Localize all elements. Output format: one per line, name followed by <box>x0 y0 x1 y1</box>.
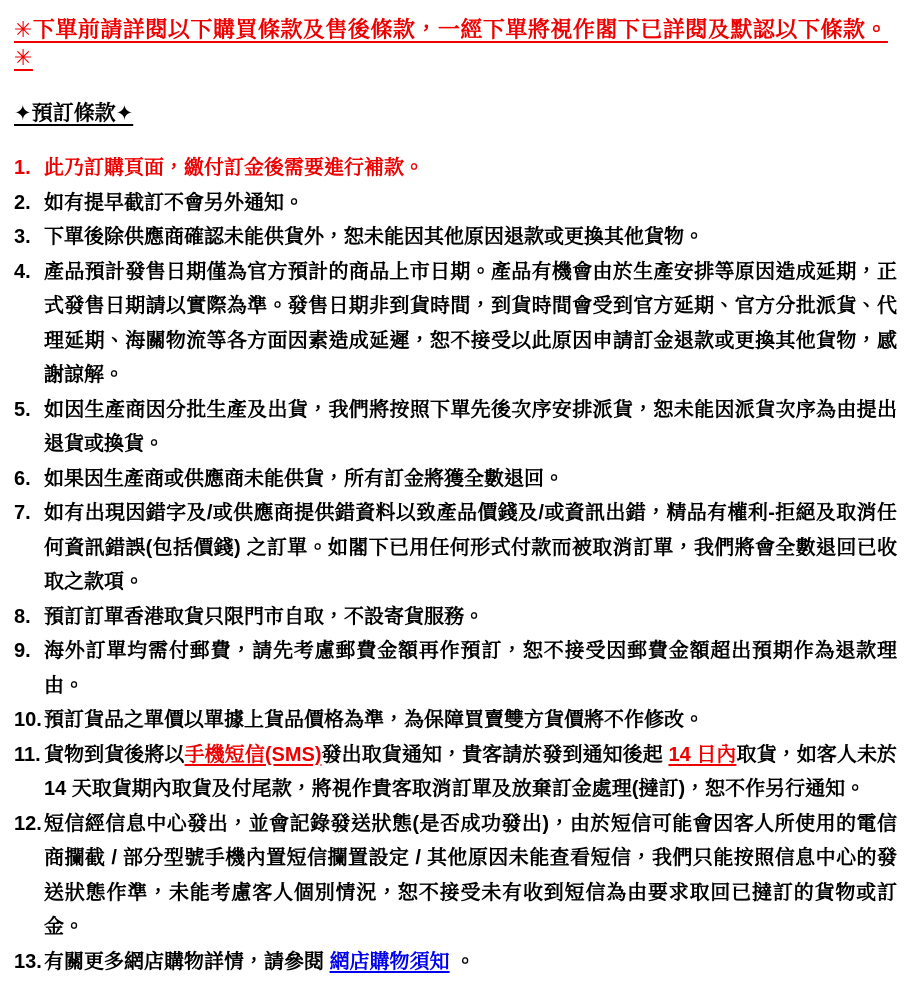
text-segment: 發出取貨通知，貴客請於發到通知後起 <box>321 743 669 766</box>
highlighted-text: 手機短信(SMS) <box>184 743 322 766</box>
term-number: 2. <box>14 191 31 214</box>
term-item-7 <box>10 496 897 600</box>
term-text <box>44 261 897 387</box>
term-item-6 <box>10 462 897 497</box>
term-item-11 <box>10 738 897 807</box>
term-text <box>44 157 424 179</box>
text-segment: 此乃訂購頁面，繳付訂金後需要進行補款。 <box>44 157 424 179</box>
term-item-12 <box>10 807 897 945</box>
term-text <box>44 709 704 731</box>
term-item-8 <box>10 600 897 635</box>
term-text <box>44 468 564 490</box>
term-number: 9. <box>14 640 31 662</box>
text-segment: 有關更多網店購物詳情，請參閱 <box>44 950 330 973</box>
term-text <box>44 226 704 248</box>
term-number: 8. <box>14 605 31 628</box>
preorder-terms-section-title: ✦預訂條款✦ <box>14 102 134 125</box>
term-number: 6. <box>14 467 31 490</box>
text-segment: 預訂貨品之單價以單據上貨品價格為準，為保障買賣雙方貨價將不作修改。 <box>44 709 704 731</box>
term-item-4 <box>10 255 897 393</box>
term-item-3 <box>10 220 897 255</box>
term-item-2 <box>10 186 897 221</box>
term-number: 10. <box>14 709 42 731</box>
term-number: 12. <box>14 812 42 835</box>
term-item-13 <box>10 945 897 980</box>
term-text <box>44 192 304 214</box>
term-text <box>44 951 475 973</box>
term-text <box>44 640 897 697</box>
text-segment: 取貨，如客人未於 14 天取貨期內取貨及付尾款，將視作貴客取消訂單及放棄訂金處理(撻訂)，恕不作另行通知。 <box>44 743 898 800</box>
term-number: 7. <box>14 502 31 524</box>
term-text <box>44 744 897 801</box>
term-number: 11. <box>14 743 41 766</box>
top-warning-notice: ✳下單前請詳閱以下購買條款及售後條款，一經下單將視作閣下已詳閱及默認以下條款。✳ <box>14 17 888 70</box>
term-item-9 <box>10 634 897 703</box>
text-segment: 下單後除供應商確認未能供貨外，恕未能因其他原因退款或更換其他貨物。 <box>44 226 704 248</box>
text-segment: 預訂訂單香港取貨只限門市自取，不設寄貨服務。 <box>44 605 484 628</box>
term-number: 3. <box>14 226 31 248</box>
term-text <box>44 606 484 628</box>
store-shopping-notice-link[interactable]: 網店購物須知 <box>329 950 450 973</box>
text-segment: 如有提早截訂不會另外通知。 <box>44 191 304 214</box>
terms-list <box>10 151 897 979</box>
text-segment: 如因生產商因分批生產及出貨，我們將按照下單先後次序安排派貨，恕未能因派貨次序為由提出退貨或換貨。 <box>44 398 897 455</box>
term-text <box>44 502 897 593</box>
term-text <box>44 399 897 456</box>
text-segment: 產品預計發售日期僅為官方預計的商品上市日期。產品有機會由於生產安排等原因造成延期，正式發售日期請以實際為準。發售日期非到貨時間，到貨時間會受到官方延期、官方分批派貨、代理延期、海關物流等各方面因素造成延遲，恕不接受以此原因申請訂金退款或更換其他貨物，感謝諒解。 <box>44 260 897 386</box>
term-number: 1. <box>14 157 31 179</box>
term-item-5 <box>10 393 897 462</box>
term-text <box>44 813 897 939</box>
text-segment: 貨物到貨後將以 <box>44 743 185 766</box>
term-item-10 <box>10 703 897 738</box>
term-number: 5. <box>14 398 31 421</box>
text-segment: 如有出現因錯字及/或供應商提供錯資料以致產品價錢及/或資訊出錯，精品有權利-拒絕及取消任何資訊錯誤(包括價錢) 之訂單。如閣下已用任何形式付款而被取消訂單，我們將會全數退回已收取之款項。 <box>44 502 897 593</box>
text-segment: 。 <box>449 950 476 973</box>
term-item-1 <box>10 151 897 186</box>
text-segment: 如果因生產商或供應商未能供貨，所有訂金將獲全數退回。 <box>44 467 564 490</box>
text-segment: 海外訂單均需付郵費，請先考慮郵費金額再作預訂，恕不接受因郵費金額超出預期作為退款理由。 <box>44 640 897 697</box>
term-number: 13. <box>14 950 42 973</box>
text-segment: 短信經信息中心發出，並會記錄發送狀態(是否成功發出)，由於短信可能會因客人所使用的電信商攔截 / 部分型號手機內置短信攔置設定 / 其他原因未能查看短信，我們只能按照信息中心的發送狀態作準，未能考慮客人個別情況，恕不接受未有收到短信為由要求取回已撻訂的貨物或訂金。 <box>44 812 897 938</box>
term-number: 4. <box>14 260 31 283</box>
highlighted-text: 14 日內 <box>668 743 737 766</box>
